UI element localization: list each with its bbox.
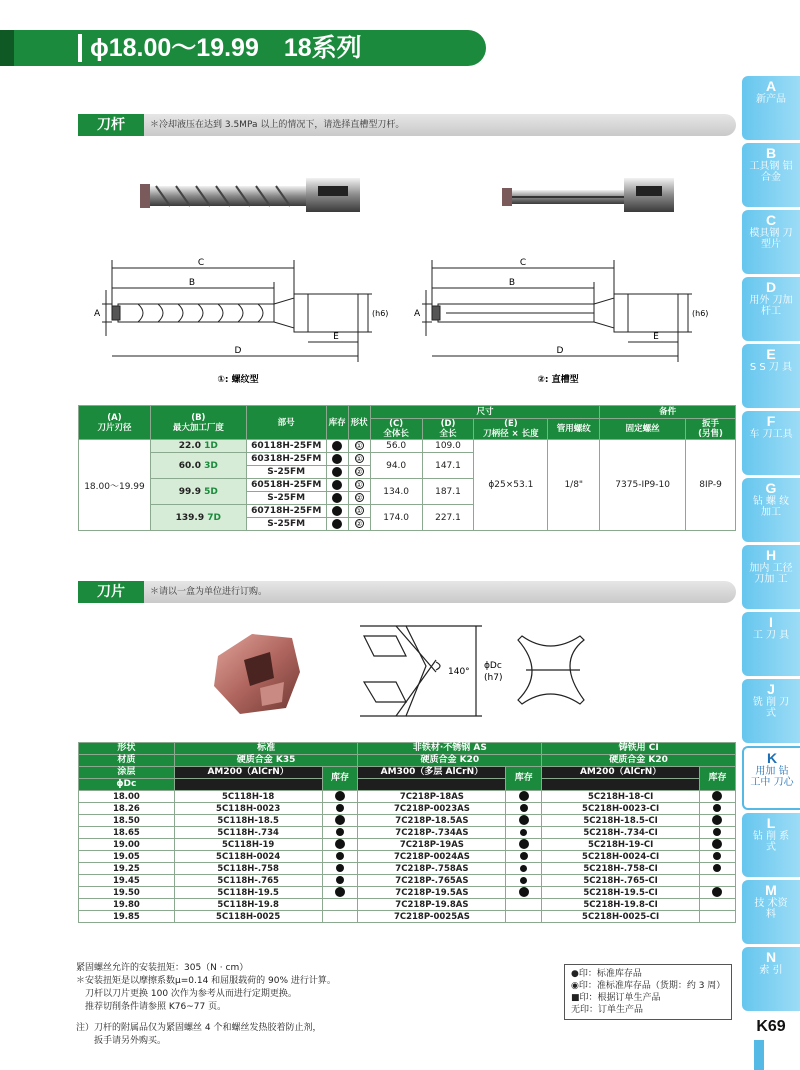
side-tab-letter: A — [765, 78, 777, 94]
side-tab-label: S S 刀 具 — [749, 362, 793, 373]
insert-photo — [214, 634, 300, 714]
dc-row — [79, 779, 736, 791]
stock-3-cell — [699, 875, 735, 887]
d-cell: 187.1 — [422, 479, 474, 505]
dc-cell: 19.50 — [79, 887, 175, 899]
stock-3-cell — [699, 863, 735, 875]
stock-dot — [332, 454, 342, 464]
coating-row — [79, 767, 736, 779]
side-tab-label: 加内 工径 刀加 工 — [749, 563, 793, 585]
stock-1-cell — [322, 827, 358, 839]
part-2-cell: 7C218P-.734AS — [358, 827, 506, 839]
note-line-4: 推荐切削条件请参照 K76~77 页。 — [76, 1002, 227, 1012]
holder-photo-spiral — [140, 178, 360, 212]
side-tab-letter: E — [766, 346, 776, 362]
stock-dot — [336, 852, 344, 860]
note-line-3: 刀杆以刀片更换 100 次作为参考从而进行定期更换。 — [76, 989, 297, 999]
th-screw: 固定螺丝 — [600, 419, 686, 440]
side-tab-label: 钻 削 系 式 — [752, 831, 790, 853]
stock-cell — [326, 492, 348, 505]
stock-2-cell — [506, 827, 542, 839]
table-row — [79, 875, 736, 887]
shape-cell: ① — [348, 479, 370, 492]
thread-cell: 1/8" — [548, 440, 600, 531]
title-separator — [78, 34, 82, 62]
note-line-1: 紧固螺丝允许的安装扭矩：305（N · cm） — [76, 963, 249, 973]
side-tab-b[interactable] — [742, 143, 800, 207]
stock-cell — [326, 518, 348, 531]
shape-cell: ② — [348, 466, 370, 479]
side-tab-letter: D — [765, 279, 777, 295]
stock-1-cell — [322, 899, 358, 911]
notes-block — [76, 962, 336, 1014]
b-cell: 139.9 7D — [150, 505, 246, 531]
part-2-cell: 7C218P-18AS — [358, 791, 506, 803]
th-stock: 库存 — [326, 406, 348, 440]
part-1-cell: 5C118H-18.5 — [174, 815, 322, 827]
note-line-5: 注）刀杆的附属品仅为紧固螺丝 4 个和螺丝发热胶着防止剂， — [76, 1023, 322, 1033]
th-b: (B) 最大加工厂度 — [150, 406, 246, 440]
stock-2-cell — [506, 911, 542, 923]
part-1-cell: 5C118H-.734 — [174, 827, 322, 839]
side-tab-e[interactable] — [742, 344, 800, 408]
stock-2-cell — [506, 863, 542, 875]
group-2-stock: 库存 — [506, 767, 542, 791]
stock-2-cell — [506, 875, 542, 887]
part-3-cell: 5C218H-19-CI — [542, 839, 700, 851]
part-3-cell: 5C218H-19.8-CI — [542, 899, 700, 911]
holder-section-header — [78, 114, 736, 136]
stock-dot — [712, 839, 722, 849]
insert-section-tag: 刀片 — [78, 581, 144, 603]
shape-row — [79, 743, 736, 755]
dc-cell: 18.50 — [79, 815, 175, 827]
stock-dot — [336, 804, 344, 812]
part-2-cell: 7C218P-0024AS — [358, 851, 506, 863]
side-tab-d[interactable] — [742, 277, 800, 341]
part-1-cell: 5C118H-.758 — [174, 863, 322, 875]
dc-cell: 18.65 — [79, 827, 175, 839]
shape-cell: ① — [348, 453, 370, 466]
c-cell: 134.0 — [370, 479, 422, 505]
row-label-material: 材质 — [79, 755, 175, 767]
dim-d-label-2: D — [556, 346, 564, 356]
side-tab-label: 模具钢 刀 型片 — [749, 228, 793, 250]
dim-h6-label-1: (h6) — [372, 309, 389, 318]
dim-a-label-2: A — [414, 309, 421, 319]
side-tab-label: 用加 钻 工中 刀心 — [750, 766, 794, 788]
dim-a-label-1: A — [94, 309, 101, 319]
stock-cell — [326, 479, 348, 492]
stock-1-cell — [322, 791, 358, 803]
stock-dot — [713, 804, 721, 812]
side-tab-label: 钻 螺 纹加工 — [752, 496, 790, 518]
table-row — [79, 815, 736, 827]
part-2-cell: 7C218P-0025AS — [358, 911, 506, 923]
side-tab-m[interactable] — [742, 880, 800, 944]
dim-e-label-2: E — [653, 332, 659, 342]
group-3-coating: AM200（AlCrN） — [542, 767, 700, 779]
side-tab-label: 铣 削 刀 式 — [752, 697, 790, 719]
legend-line-2: ◉印：准标准库存品（货期：约 3 周） — [571, 981, 726, 991]
c-cell: 94.0 — [370, 453, 422, 479]
group-2-material: 硬质合金 K20 — [358, 755, 542, 767]
th-e: (E) 刀柄径 × 长度 — [474, 419, 548, 440]
stock-1-cell — [322, 851, 358, 863]
part-cell: S-25FM — [246, 518, 326, 531]
stock-dot — [332, 480, 342, 490]
shape-cell: ① — [348, 440, 370, 453]
group-1-material: 硬质合金 K35 — [174, 755, 358, 767]
stock-3-cell — [699, 911, 735, 923]
stock-dot — [332, 441, 342, 451]
note-line-2: ＊安装扭矩是以摩擦系数μ=0.14 和屈服载荷的 90% 进行计算。 — [76, 976, 336, 986]
group-1-coating-cont — [174, 779, 322, 791]
side-tab-n[interactable] — [742, 947, 800, 1011]
stock-2-cell — [506, 839, 542, 851]
stock-1-cell — [322, 803, 358, 815]
th-accessory: 备件 — [600, 406, 736, 419]
shape-cell: ② — [348, 518, 370, 531]
part-2-cell: 7C218P-.765AS — [358, 875, 506, 887]
dc-cell: 19.05 — [79, 851, 175, 863]
row-label-coating: 涂层 — [79, 767, 175, 779]
table-row — [79, 887, 736, 899]
table-row — [79, 839, 736, 851]
side-tab-letter: L — [766, 815, 776, 831]
side-tab-letter: H — [765, 547, 777, 563]
insert-angle-label: 140° — [448, 667, 470, 677]
side-tab-j[interactable] — [742, 679, 800, 743]
dim-c-label-2: C — [519, 258, 527, 268]
d-cell: 147.1 — [422, 453, 474, 479]
dim-b-label-2: B — [508, 278, 516, 288]
part-3-cell: 5C218H-0023-CI — [542, 803, 700, 815]
stock-1-cell — [322, 911, 358, 923]
shape-cell: ② — [348, 492, 370, 505]
part-1-cell: 5C118H-19 — [174, 839, 322, 851]
stock-dot — [520, 865, 527, 872]
stock-cell — [326, 453, 348, 466]
part-1-cell: 5C118H-0023 — [174, 803, 322, 815]
part-3-cell: 5C218H-.758-CI — [542, 863, 700, 875]
stock-3-cell — [699, 839, 735, 851]
part-1-cell: 5C118H-0024 — [174, 851, 322, 863]
part-2-cell: 7C218P-19.5AS — [358, 887, 506, 899]
stock-dot — [519, 791, 529, 801]
stock-3-cell — [699, 803, 735, 815]
side-tab-letter: M — [765, 882, 777, 898]
side-tab-label: 用外 刀加 杆工 — [749, 295, 793, 317]
dc-cell: 19.85 — [79, 911, 175, 923]
dim-d-label-1: D — [234, 346, 242, 356]
side-tab-letter: N — [765, 949, 777, 965]
stock-dot — [519, 887, 529, 897]
side-tab-label: 新产品 — [756, 94, 786, 105]
part-2-cell: 7C218P-0023AS — [358, 803, 506, 815]
stock-2-cell — [506, 851, 542, 863]
stock-2-cell — [506, 899, 542, 911]
insert-h7-label: (h7) — [484, 673, 503, 683]
side-tab-a[interactable] — [742, 76, 800, 140]
legend-line-3: ■印：根据订单生产品 — [571, 993, 661, 1003]
side-tab-letter: G — [765, 480, 777, 496]
table-row — [79, 791, 736, 803]
stock-dot — [335, 839, 345, 849]
d-cell: 109.0 — [422, 440, 474, 453]
stock-dot — [336, 828, 344, 836]
group-3-stock: 库存 — [699, 767, 735, 791]
side-tab-l[interactable] — [742, 813, 800, 877]
dc-cell: 19.80 — [79, 899, 175, 911]
table-row — [79, 851, 736, 863]
insert-drawing-front — [518, 636, 584, 704]
insert-rows — [79, 791, 736, 923]
th-shape: 形状 — [348, 406, 370, 440]
stock-dot — [332, 506, 342, 516]
stock-dot — [520, 852, 528, 860]
range-cell: 18.00～19.99 — [79, 440, 151, 531]
insert-dc-label: ϕDc — [484, 661, 502, 671]
stock-dot — [519, 839, 529, 849]
note-line-6: 扳手请另外购买。 — [76, 1036, 167, 1046]
part-1-cell: 5C118H-.765 — [174, 875, 322, 887]
page-number: K69 — [756, 1018, 786, 1035]
side-tab-label: 工 刀 具 — [752, 630, 790, 641]
insert-table — [78, 742, 736, 923]
row-label-shape: 形状 — [79, 743, 175, 755]
part-2-cell: 7C218P-19.8AS — [358, 899, 506, 911]
side-tab-c[interactable] — [742, 210, 800, 274]
insert-section-note: ＊请以一盒为单位进行订购。 — [150, 587, 268, 597]
stock-dot — [335, 815, 345, 825]
group-3-shape: 铸铁用 CI — [542, 743, 736, 755]
side-tab-letter: B — [765, 145, 777, 161]
stock-1-cell — [322, 875, 358, 887]
dim-e-label-1: E — [333, 332, 339, 342]
stock-dot — [520, 804, 528, 812]
dc-cell: 19.00 — [79, 839, 175, 851]
side-tab-label: 车 刀工具 — [749, 429, 793, 440]
legend-line-1: ●印：标准库存品 — [571, 969, 642, 979]
part-1-cell: 5C118H-18 — [174, 791, 322, 803]
insert-drawings — [200, 616, 600, 726]
title-bar — [0, 30, 486, 66]
side-tab-f[interactable] — [742, 411, 800, 475]
stock-legend — [564, 964, 732, 1020]
side-tab-label: 工具钢 铝合金 — [749, 161, 793, 183]
th-size: 尺寸 — [370, 406, 600, 419]
shape-cell: ① — [348, 505, 370, 518]
table-row — [79, 899, 736, 911]
stock-3-cell — [699, 851, 735, 863]
part-1-cell: 5C118H-19.5 — [174, 887, 322, 899]
group-2-coating-cont — [358, 779, 506, 791]
holder-photo-straight — [502, 178, 674, 212]
side-tab-h[interactable] — [742, 545, 800, 609]
stock-2-cell — [506, 815, 542, 827]
group-1-shape: 标准 — [174, 743, 358, 755]
side-tab-letter: K — [766, 750, 778, 766]
b-cell: 60.0 3D — [150, 453, 246, 479]
notes-footer — [76, 1022, 321, 1048]
stock-1-cell — [322, 863, 358, 875]
stock-2-cell — [506, 803, 542, 815]
side-tab-label: 索 引 — [759, 965, 783, 976]
group-3-coating-cont — [542, 779, 700, 791]
stock-dot — [520, 877, 527, 884]
part-3-cell: 5C218H-19.5-CI — [542, 887, 700, 899]
part-2-cell: 7C218P-19AS — [358, 839, 506, 851]
part-cell: 60118H-25FM — [246, 440, 326, 453]
stock-dot — [519, 815, 529, 825]
row-label-dc: ϕDc — [79, 779, 175, 791]
insert-section-header — [78, 581, 736, 603]
stock-dot — [713, 828, 721, 836]
stock-cell — [326, 466, 348, 479]
stock-dot — [712, 815, 722, 825]
stock-1-cell — [322, 887, 358, 899]
b-cell: 99.9 5D — [150, 479, 246, 505]
group-2-coating: AM300（多层 AlCrN） — [358, 767, 506, 779]
table-row — [79, 803, 736, 815]
stock-dot — [336, 864, 344, 872]
stock-3-cell — [699, 791, 735, 803]
dim-h6-label-2: (h6) — [692, 309, 709, 318]
part-cell: S-25FM — [246, 492, 326, 505]
part-cell: 60318H-25FM — [246, 453, 326, 466]
th-d: (D) 全长 — [422, 419, 474, 440]
group-1-stock: 库存 — [322, 767, 358, 791]
table-row — [79, 911, 736, 923]
side-tab-k[interactable] — [742, 746, 800, 810]
stock-2-cell — [506, 791, 542, 803]
th-c: (C) 全体长 — [370, 419, 422, 440]
caption-straight: ②: 直槽型 — [537, 375, 579, 385]
side-tab-letter: I — [769, 614, 773, 630]
part-1-cell: 5C118H-0025 — [174, 911, 322, 923]
group-1-coating: AM200（AlCrN） — [174, 767, 322, 779]
holder-table — [78, 405, 736, 531]
part-3-cell: 5C218H-.765-CI — [542, 875, 700, 887]
screw-cell: 7375-IP9-10 — [600, 440, 686, 531]
stock-dot — [336, 876, 344, 884]
table-row — [79, 863, 736, 875]
stock-3-cell — [699, 827, 735, 839]
dc-cell: 19.25 — [79, 863, 175, 875]
side-tab-i[interactable] — [742, 612, 800, 676]
side-tab-letter: J — [767, 681, 775, 697]
page-title: ϕ18.00～19.99 18系列 — [90, 34, 362, 62]
th-wrench: 扳手 (另售) — [686, 419, 736, 440]
stock-3-cell — [699, 899, 735, 911]
c-cell: 174.0 — [370, 505, 422, 531]
stock-3-cell — [699, 887, 735, 899]
dc-cell: 18.00 — [79, 791, 175, 803]
stock-dot — [332, 493, 342, 503]
stock-dot — [712, 887, 722, 897]
stock-dot — [335, 887, 345, 897]
part-3-cell: 5C218H-.734-CI — [542, 827, 700, 839]
caption-spiral: ①: 螺纹型 — [217, 375, 259, 385]
side-tab-label: 技 术资 料 — [754, 898, 788, 920]
d-cell: 227.1 — [422, 505, 474, 531]
part-2-cell: 7C218P-18.5AS — [358, 815, 506, 827]
part-3-cell: 5C218H-18-CI — [542, 791, 700, 803]
th-coolant: 管用螺纹 — [548, 419, 600, 440]
stock-dot — [332, 467, 342, 477]
side-tab-letter: C — [765, 212, 777, 228]
wrench-cell: 8IP-9 — [686, 440, 736, 531]
stock-cell — [326, 440, 348, 453]
group-3-material: 硬质合金 K20 — [542, 755, 736, 767]
b-cell: 22.0 1D — [150, 440, 246, 453]
c-cell: 56.0 — [370, 440, 422, 453]
page-number-bar — [754, 1040, 764, 1070]
side-tab-letter: F — [766, 413, 776, 429]
title-bar-edge — [0, 30, 14, 66]
table-row — [79, 440, 736, 453]
part-cell: 60518H-25FM — [246, 479, 326, 492]
holder-drawings — [78, 170, 738, 392]
stock-dot — [520, 829, 527, 836]
part-cell: 60718H-25FM — [246, 505, 326, 518]
stock-dot — [712, 791, 722, 801]
dim-b-label-1: B — [188, 278, 196, 288]
part-2-cell: 7C218P-.758AS — [358, 863, 506, 875]
legend-line-4: 无印：订单生产品 — [571, 1005, 644, 1015]
stock-dot — [332, 519, 342, 529]
holder-section-tag: 刀杆 — [78, 114, 144, 136]
part-1-cell: 5C118H-19.8 — [174, 899, 322, 911]
part-3-cell: 5C218H-0024-CI — [542, 851, 700, 863]
stock-dot — [713, 864, 721, 872]
th-a: (A) 刀片刃径 — [79, 406, 151, 440]
dc-cell: 19.45 — [79, 875, 175, 887]
material-row — [79, 755, 736, 767]
table-row — [79, 827, 736, 839]
stock-2-cell — [506, 887, 542, 899]
part-3-cell: 5C218H-0025-CI — [542, 911, 700, 923]
th-part: 部号 — [246, 406, 326, 440]
shank-cell: ϕ25×53.1 — [474, 440, 548, 531]
part-3-cell: 5C218H-18.5-CI — [542, 815, 700, 827]
stock-1-cell — [322, 839, 358, 851]
part-cell: S-25FM — [246, 466, 326, 479]
stock-1-cell — [322, 815, 358, 827]
group-2-shape: 非铁材·不锈钢 AS — [358, 743, 542, 755]
dim-c-label-1: C — [197, 258, 205, 268]
side-tab-g[interactable] — [742, 478, 800, 542]
stock-cell — [326, 505, 348, 518]
stock-dot — [335, 791, 345, 801]
holder-section-note: ＊冷却液压在达到 3.5MPa 以上的情况下，请选择直槽型刀杆。 — [150, 120, 405, 130]
stock-dot — [713, 852, 721, 860]
stock-3-cell — [699, 815, 735, 827]
dc-cell: 18.26 — [79, 803, 175, 815]
